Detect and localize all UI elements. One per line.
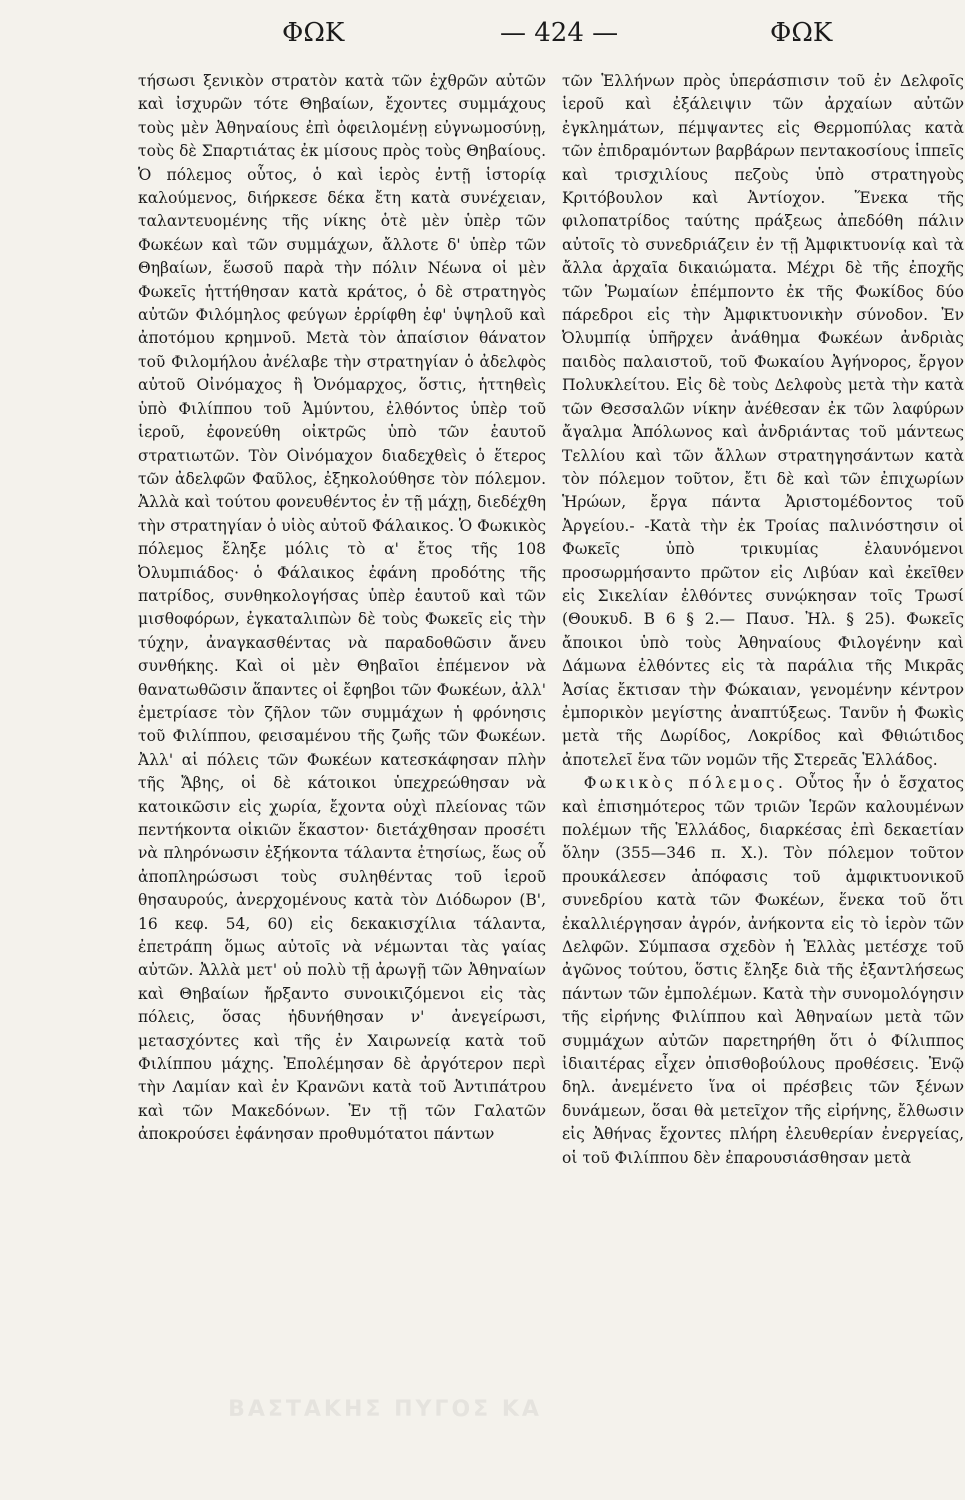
library-watermark [215, 1395, 555, 1425]
left-column [138, 70, 546, 1485]
entry-heading: Φωκικὸς πόλεμος. [583, 774, 787, 793]
header-right-keyword: ΦΩΚ [770, 18, 833, 48]
running-header [0, 18, 965, 58]
watermark-line: ΒΑΣΤΑΚΗΣ ΠΥΓΟΣ ΚΑ [228, 1397, 542, 1422]
header-left-keyword: ΦΩΚ [282, 18, 345, 48]
right-column [562, 70, 964, 1485]
entry-text: Οὗτος ἦν ὁ ἔσχατος καὶ ἐπισημότερος τῶν τριῶν Ἱερῶν καλουμένων πολέμων τῆς Ἑλλάδος, διαρκέσας ἐπὶ δεκαετίαν ὅλην (355—346 π. Χ.). Τὸν πόλεμον τοῦτον προυκάλεσεν ἀπόφασις τοῦ ἀμφικτυονικοῦ συνεδρίου κατὰ τῶν Φωκέων, ἕνεκα τοῦ ὅτι ἐκαλλιέργησαν ἀγρόν, ἀνήκοντα εἰς τὸ ἱερὸν τῶν Δελφῶν. Σύμπασα σχεδὸν ἡ Ἑλλὰς μετέσχε τοῦ ἀγῶνος τούτου, ὅστις ἔληξε διὰ τῆς ἐξαντλήσεως πάντων τῶν ἐμπολέμων. Κατὰ τὴν συνομολόγησιν τῆς εἰρήνης Φιλίππου καὶ Ἀθηναίων μετὰ τῶν συμμάχων αὐτῶν παρετηρήθη ὅτι ὁ Φίλιππος ἰδιαιτέρας εἶχεν ὀπισθοβούλους προθέσεις. Ἐνῷ δηλ. ἀνεμένετο ἵνα οἱ πρέσβεις τῶν ξένων δυνάμεων, ὅσαι θὰ μετεῖχον τῆς εἰρήνης, ἔλθωσιν εἰς Ἀθήνας ἔχοντες πλήρη ἐλευθερίαν ἐνεργείας, οἱ τοῦ Φιλίππου δὲν ἐπαρουσιάσθησαν μετὰ [562, 774, 964, 1167]
page-number: — 424 — [500, 18, 619, 48]
right-paragraph: τῶν Ἑλλήνων πρὸς ὑπεράσπισιν τοῦ ἐν Δελφοῖς ἱεροῦ καὶ ἐξάλειψιν τῶν ἀρχαίων αὐτῶν ἐγκλημάτων, πέμψαντες εἰς Θερμοπύλας κατὰ τῶν ἐπιδραμόντων βαρβάρων πεντακοσίους ἱππεῖς καὶ τρισχιλίους πεζοὺς ὑπὸ στρατηγοὺς Κριτόβουλον καὶ Ἀντίοχον. Ἕνεκα τῆς φιλοπατρίδος ταύτης πράξεως ἀπεδόθη πάλιν αὐτοῖς τὸ συνεδριάζειν ἐν τῇ Ἀμφικτυονίᾳ καὶ τὰ ἄλλα ἀρχαῖα δικαιώματα. Μέχρι δὲ τῆς ἐποχῆς τῶν Ῥωμαίων ἐπέμποντο ἐκ τῆς Φωκίδος δύο πάρεδροι εἰς τὴν Ἀμφικτυονικὴν σύνοδον. Ἐν Ὀλυμπίᾳ ὑπῆρχεν ἀνάθημα Φωκέων ἀνδριὰς παιδὸς παλαιστοῦ, τοῦ Φωκαίου Ἀγήνορος, ἔργον Πολυκλείτου. Εἰς δὲ τοὺς Δελφοὺς μετὰ τὴν κατὰ τῶν Θεσσαλῶν νίκην ἀνέθεσαν ἐκ τῶν λαφύρων ἄγαλμα Ἀπόλωνος καὶ ἀνδριάντας τοῦ μάντεως Τελλίου καὶ τῶν ἄλλων στρατηγησάντων κατὰ τὸν πόλεμον τοῦτον, ἔτι δὲ καὶ τῶν ἐπιχωρίων Ἡρώων, ἔργα πάντα Ἀριστομέδοντος τοῦ Ἀργείου.- -Κατὰ τὴν ἐκ Τροίας παλινόστησιν οἱ Φωκεῖς ὑπὸ τρικυμίας ἐλαυνόμενοι προσωρμήσαντο πρῶτον εἰς Λιβύαν καὶ ἐκεῖθεν εἰς Σικελίαν ἐλθόντες συνῴκησαν τοῖς Τρωσί (Θουκυδ. Β 6 § 2.— Παυσ. Ἠλ. § 25). Φωκεῖς ἄποικοι ὑπὸ τοὺς Ἀθηναίους Φιλογένην καὶ Δάμωνα ἐλθόντες εἰς τὰ παράλια τῆς Μικρᾶς Ἀσίας ἔκτισαν τὴν Φώκαιαν, γενομένην κέντρον ἐμπορικὸν μεγίστης ἀναπτύξεως. Τανῦν ἡ Φωκὶς μετὰ τῆς Δωρίδος, Λοκρίδος καὶ Φθιώτιδος ἀποτελεῖ ἕνα τῶν νομῶν τῆς Στερεᾶς Ἑλλάδος. [562, 72, 964, 769]
left-paragraph: τήσωσι ξενικὸν στρατὸν κατὰ τῶν ἐχθρῶν αὐτῶν καὶ ἰσχυρῶν τότε Θηβαίων, ἔχοντες συμμάχους τοὺς μὲν Ἀθηναίους ἐπὶ ὀφειλομένῃ εὐγνωμοσύνῃ, τοὺς δὲ Σπαρτιάτας ἐκ μίσους πρὸς τοὺς Θηβαίους. Ὁ πόλεμος οὗτος, ὁ καὶ ἱερὸς ἐντῇ ἱστορίᾳ καλούμενος, διήρκεσε δέκα ἔτη κατὰ συνέχειαν, ταλαντευομένης τῆς νίκης ὁτὲ μὲν ὑπὲρ τῶν Φωκέων καὶ τῶν συμμάχων, ἄλλοτε δ' ὑπὲρ τῶν Θηβαίων, ἕωσοῦ παρὰ τὴν πόλιν Νέωνα οἱ μὲν Φωκεῖς ἡττήθησαν κατὰ κράτος, ὁ δὲ στρατηγὸς αὐτῶν Φιλόμηλος φεύγων ἐρρίφθη ἐφ' ὑψηλοῦ καὶ ἀποτόμου κρημνοῦ. Μετὰ τὸν ἀπαίσιον θάνατον τοῦ Φιλομήλου ἀνέλαβε τὴν στρατηγίαν ὁ ἀδελφὸς αὐτοῦ Οἰνόμαχος ἢ Ὀνόμαρχος, ὅστις, ἡττηθεὶς ὑπὸ Φιλίππου τοῦ Ἀμύντου, ἐλθόντος ὑπὲρ τοῦ ἱεροῦ, ἐφονεύθη οἰκτρῶς ὑπὸ τῶν ἑαυτοῦ στρατιωτῶν. Τὸν Οἰνόμαχον διαδεχθεὶς ὁ ἕτερος τῶν ἀδελφῶν Φαῦλος, ἐξηκολούθησε τὸν πόλεμον. Ἀλλὰ καὶ τούτου φονευθέντος ἐν τῇ μάχῃ, διεδέχθη τὴν στρατηγίαν ὁ υἱὸς αὐτοῦ Φάλαικος. Ὁ Φωκικὸς πόλεμος ἔληξε μόλις τὸ α' ἔτος τῆς 108 Ὀλυμπιάδος· ὁ Φάλαικος ἐφάνη προδότης τῆς πατρίδος, συνθηκολογήσας ὑπὲρ ἑαυτοῦ καὶ τῶν μισθοφόρων, ἐγκαταλιπὼν δὲ τοὺς Φωκεῖς εἰς τὴν τύχην, ἀναγκασθέντας νὰ παραδοθῶσιν ἄνευ συνθήκης. Καὶ οἱ μὲν Θηβαῖοι ἐπέμενον νὰ θανατωθῶσιν ἅπαντες οἱ ἔφηβοι τῶν Φωκέων, ἀλλ' ἐμετρίασε τὸν ζῆλον τῶν συμμάχων ἡ φρόνησις τοῦ Φιλίππου, φεισαμένου τῆς ζωῆς τῶν Φωκέων. Ἀλλ' αἱ πόλεις τῶν Φωκέων κατεσκάφησαν πλὴν τῆς Ἄβης, οἱ δὲ κάτοικοι ὑπεχρεώθησαν νὰ κατοικῶσιν εἰς χωρία, ἔχοντα οὐχὶ πλείονας τῶν πεντήκοντα οἰκιῶν ἕκαστον· διετάχθησαν προσέτι νὰ πληρόνωσιν ἑξήκοντα τάλαντα ἐτησίως, ἕως οὗ ἀποπληρώσωσι τοὺς συληθέντας τοῦ ἱεροῦ θησαυρούς, ἀνερχομένους κατὰ τὸν Διόδωρον (Β', 16 κεφ. 54, 60) εἰς δεκακισχίλια τάλαντα, ἐπετράπη ὅμως αὐτοῖς νὰ νέμωνται τὰς γαίας αὐτῶν. Ἀλλὰ μετ' οὐ πολὺ τῇ ἀρωγῇ τῶν Ἀθηναίων καὶ Θηβαίων ἤρξαντο συνοικιζόμενοι εἰς τὰς πόλεις, ὅσας ἠδυνήθησαν ν' ἀνεγείρωσι, μετασχόντες καὶ τῆς ἐν Χαιρωνείᾳ κατὰ τοῦ Φιλίππου μάχης. Ἐπολέμησαν δὲ ἀργότερον περὶ τὴν Λαμίαν καὶ ἐν Κρανῶνι κατὰ τοῦ Ἀντιπάτρου καὶ τῶν Μακεδόνων. Ἐν τῇ τῶν Γαλατῶν ἀποκρούσει ἐφάνησαν προθυμότατοι πάντων [138, 72, 546, 1144]
right-paragraph-entry [562, 772, 964, 1170]
